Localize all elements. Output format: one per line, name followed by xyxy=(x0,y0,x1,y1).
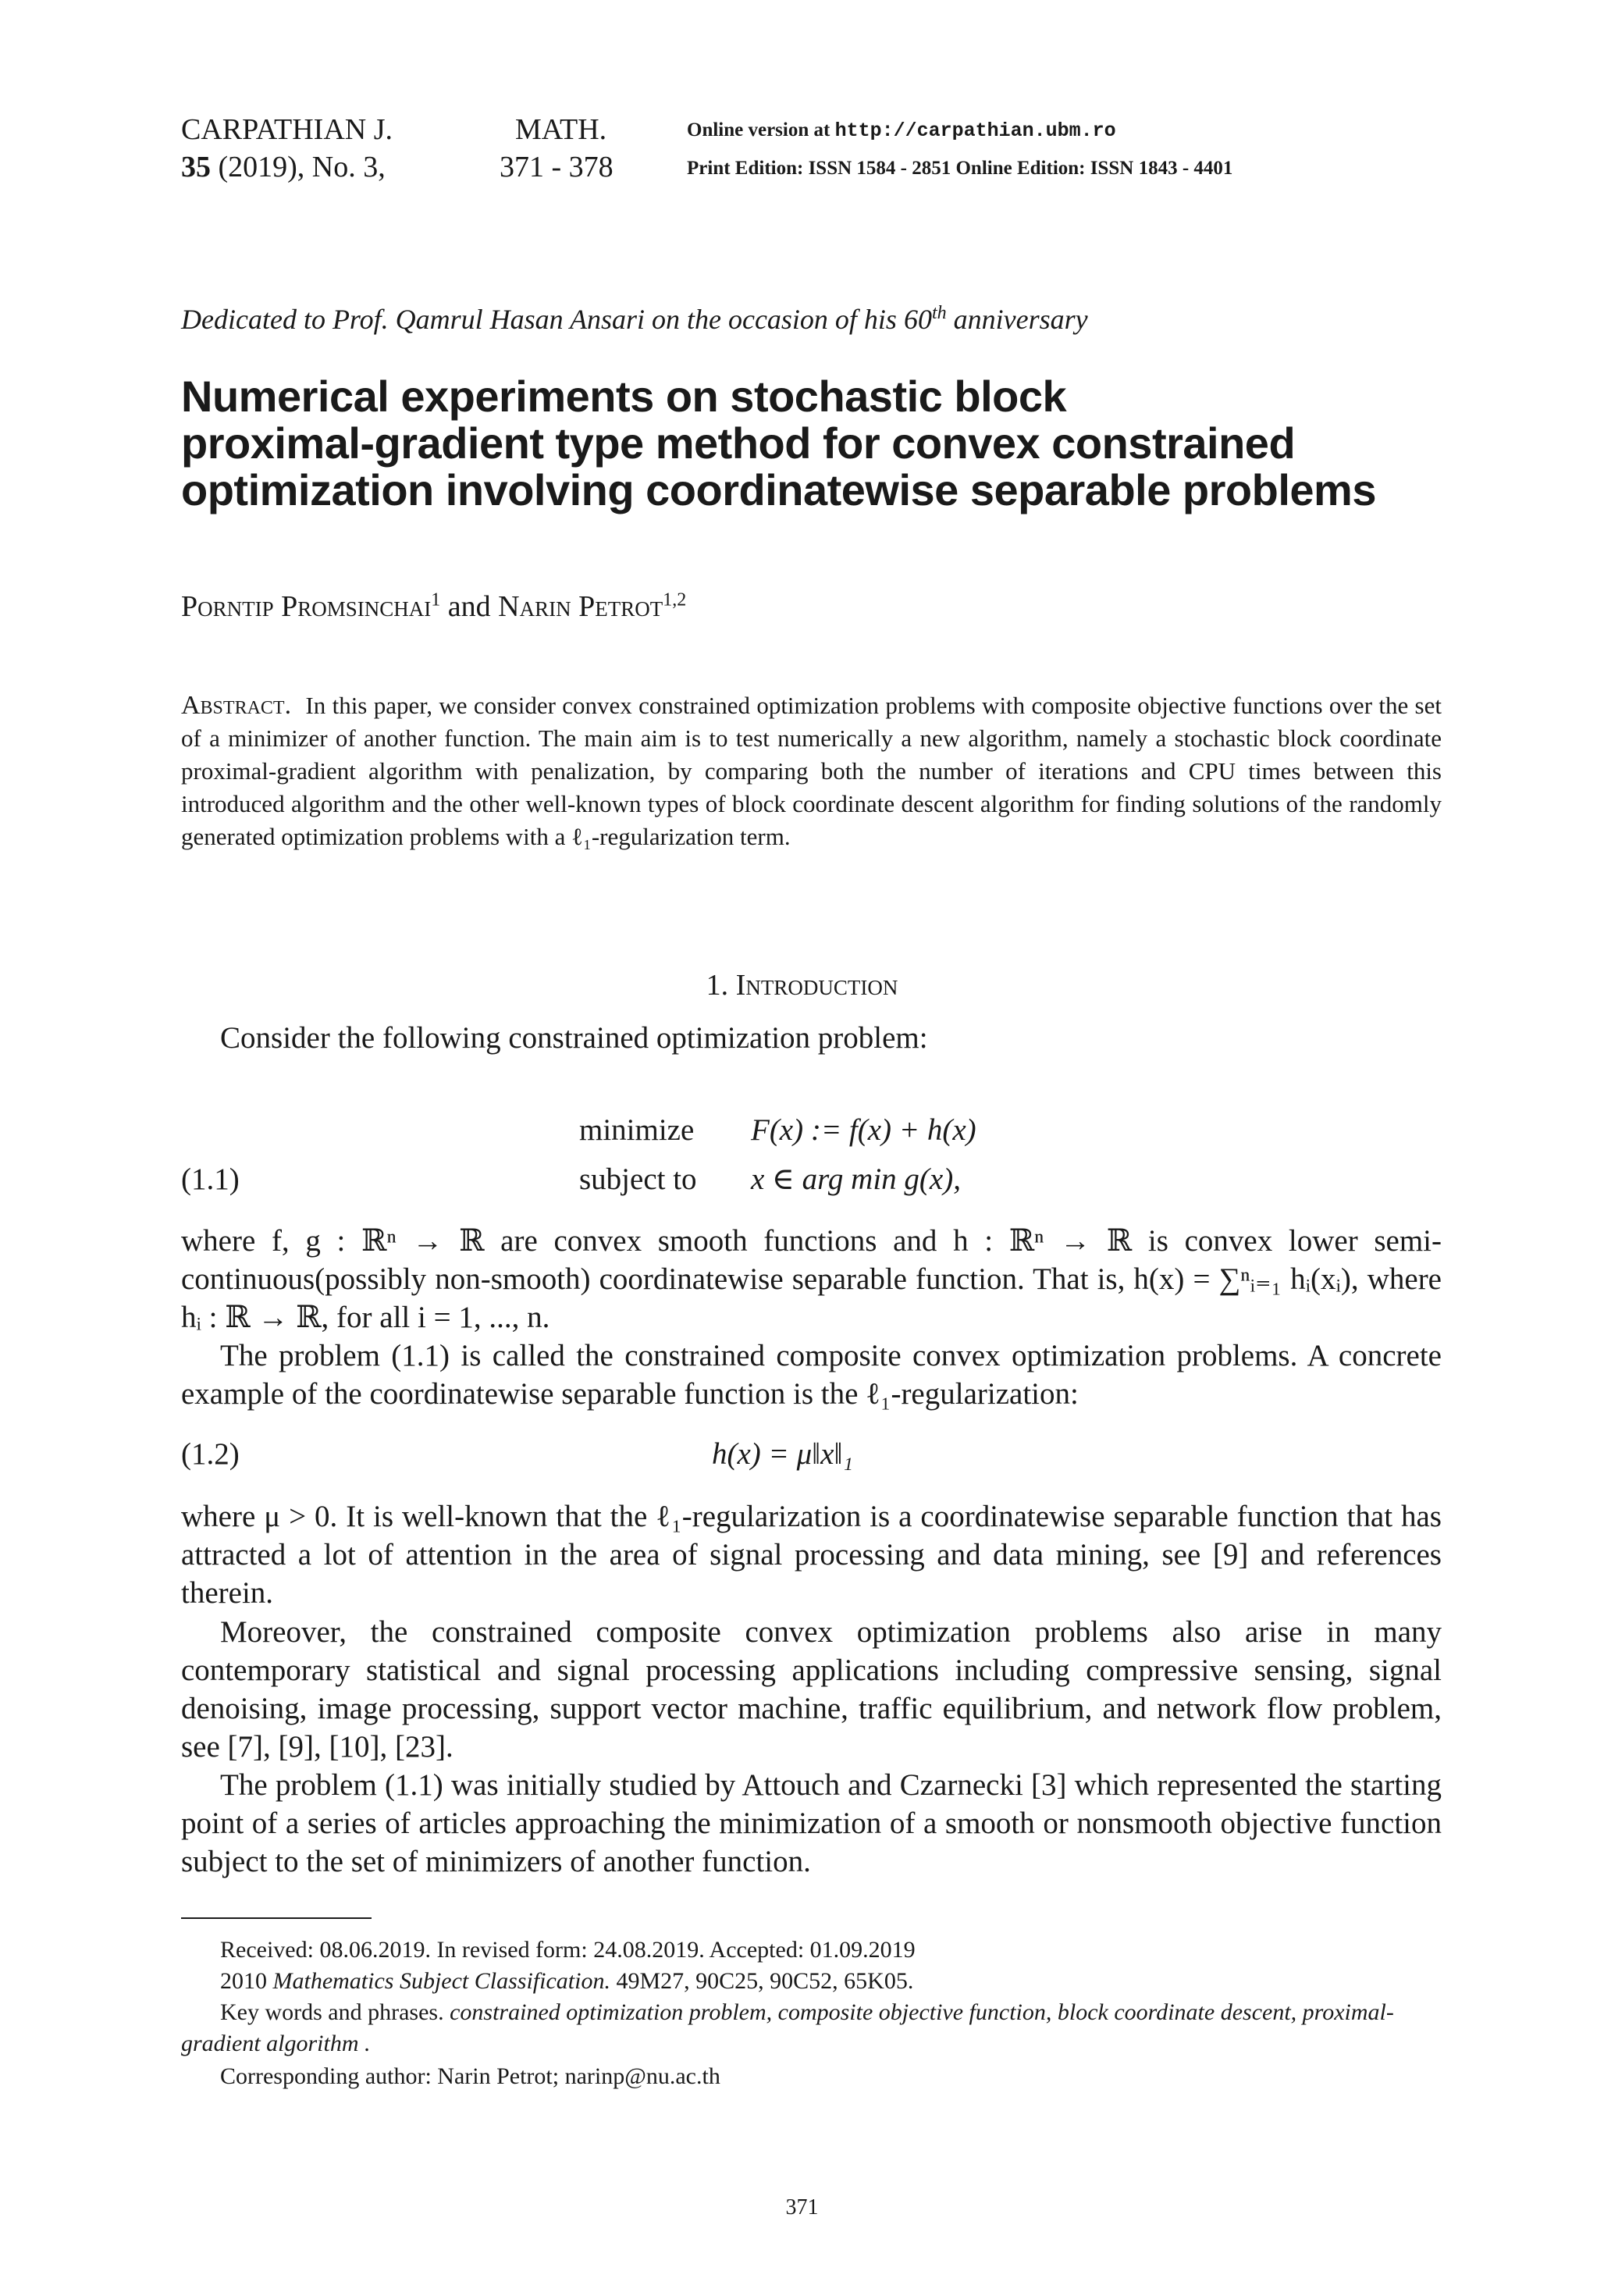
paper-title xyxy=(181,373,1461,514)
section-number: 1. xyxy=(706,969,736,1002)
dedication-text-end: anniversary xyxy=(946,304,1088,335)
author-1: Porntip Promsinchai xyxy=(181,590,432,623)
volume-number: 35 xyxy=(181,151,211,183)
intro-paragraph-1: Consider the following constrained optimization problem: xyxy=(220,1021,928,1055)
abstract xyxy=(181,689,1442,853)
eq-1-2-label: (1.2) xyxy=(181,1437,240,1471)
msc-codes: 49M27, 90C25, 90C52, 65K05. xyxy=(610,1968,914,1994)
msc-label: Mathematics Subject Classification. xyxy=(272,1968,610,1994)
intro-paragraph-6: The problem (1.1) was initially studied by Attouch and Czarnecki [3] which represented the starting point of a series of articles approaching the minimization of a smooth or nonsmooth objective function subject to the set of minimizers of another function. xyxy=(181,1768,1442,1878)
footnote-received: Received: 08.06.2019. In revised form: 24.08.2019. Accepted: 01.09.2019 xyxy=(220,1937,916,1963)
title-line-1: Numerical experiments on stochastic block xyxy=(181,372,1067,421)
intro-paragraph-2: where f, g : ℝⁿ → ℝ are convex smooth functions and h : ℝⁿ → ℝ is convex lower semi-continuous(possibly non-smooth) coordinatewise separable function. That is, h(x) = ∑ⁿᵢ₌₁ hᵢ(xᵢ), where hᵢ : ℝ → ℝ, for all i = 1, ..., n. xyxy=(181,1224,1442,1334)
footnote-keywords xyxy=(181,1997,1442,2059)
authors-and: and xyxy=(440,590,499,623)
dedication-sup: th xyxy=(931,303,947,323)
intro-paragraph-3: The problem (1.1) is called the constrained composite convex optimization problems. A concrete example of the coordinatewise separable function is the ℓ₁-regularization: xyxy=(181,1339,1442,1411)
footnote-msc xyxy=(181,1966,1442,1997)
author-2: Narin Petrot xyxy=(498,590,663,623)
title-line-3: optimization involving coordinatewise separable problems xyxy=(181,465,1376,514)
authors xyxy=(181,589,686,624)
abstract-text: In this paper, we consider convex constrained optimization problems with composite objective functions over the set of a minimizer of another function. The main aim is to test numerically a new algorithm, namely a stochastic block coordinate proximal-gradient algorithm with penalization, by comparing both the number of iterations and CPU times between this introduced algorithm and the other well-known types of block coordinate descent algorithm for finding solutions of the randomly generated optimization problems with a ℓ₁-regularization term. xyxy=(181,692,1442,850)
eq-1-1-objective: F(x) := f(x) + h(x) xyxy=(751,1113,976,1147)
eq-1-1-minimize: minimize xyxy=(579,1113,695,1147)
dedication-text: Dedicated to Prof. Qamrul Hasan Ansari on the occasion of his 60 xyxy=(181,304,932,335)
msc-prefix: 2010 xyxy=(220,1968,273,1994)
section-title: Introduction xyxy=(735,969,898,1002)
footnote-rule xyxy=(181,1917,372,1919)
intro-paragraph-5: Moreover, the constrained composite convex optimization problems also arise in many contemporary statistical and signal processing applications including compressive sensing, signal denoising, image processing, support vector machine, traffic equilibrium, and network flow problem, see [7], [9], [10], [23]. xyxy=(181,1615,1442,1764)
volume-info xyxy=(181,148,386,186)
eq-1-1-subject-to: subject to xyxy=(579,1162,697,1196)
online-label: Online version at xyxy=(687,119,835,141)
eq-1-1-label: (1.1) xyxy=(181,1162,240,1196)
abstract-label: Abstract. xyxy=(181,691,292,720)
author-1-affil: 1 xyxy=(431,589,441,610)
footnote-corresponding: Corresponding author: Narin Petrot; narinp@nu.ac.th xyxy=(220,2063,720,2089)
year-issue: (2019), No. 3, xyxy=(211,151,386,183)
section-heading xyxy=(0,968,1604,1002)
keywords-label: Key words and phrases. xyxy=(220,1999,444,2025)
online-url[interactable]: http://carpathian.ubm.ro xyxy=(834,119,1116,142)
journal-math: MATH. xyxy=(515,113,607,146)
online-version xyxy=(687,119,1116,142)
dedication xyxy=(181,303,1088,336)
author-2-affil: 1,2 xyxy=(663,589,687,610)
keywords-text: constrained optimization problem, composite objective function, block coordinate descent, proximal-gradient algorithm . xyxy=(181,1999,1394,2056)
page-range: 371 - 378 xyxy=(500,151,614,183)
title-line-2: proximal-gradient type method for convex constrained xyxy=(181,418,1296,468)
intro-paragraph-4: where μ > 0. It is well-known that the ℓ₁-regularization is a coordinatewise separable function that has attracted a lot of attention in the area of signal processing and data mining, see [9] and references therein. xyxy=(181,1500,1442,1610)
print-edition: Print Edition: ISSN 1584 - 2851 Online Edition: ISSN 1843 - 4401 xyxy=(687,158,1233,179)
eq-1-2: h(x) = μ‖x‖₁ xyxy=(712,1437,853,1471)
journal-name: CARPATHIAN J. xyxy=(181,113,393,146)
eq-1-1-constraint: x ∈ arg min g(x), xyxy=(751,1162,961,1196)
page-number: 371 xyxy=(785,2195,819,2219)
